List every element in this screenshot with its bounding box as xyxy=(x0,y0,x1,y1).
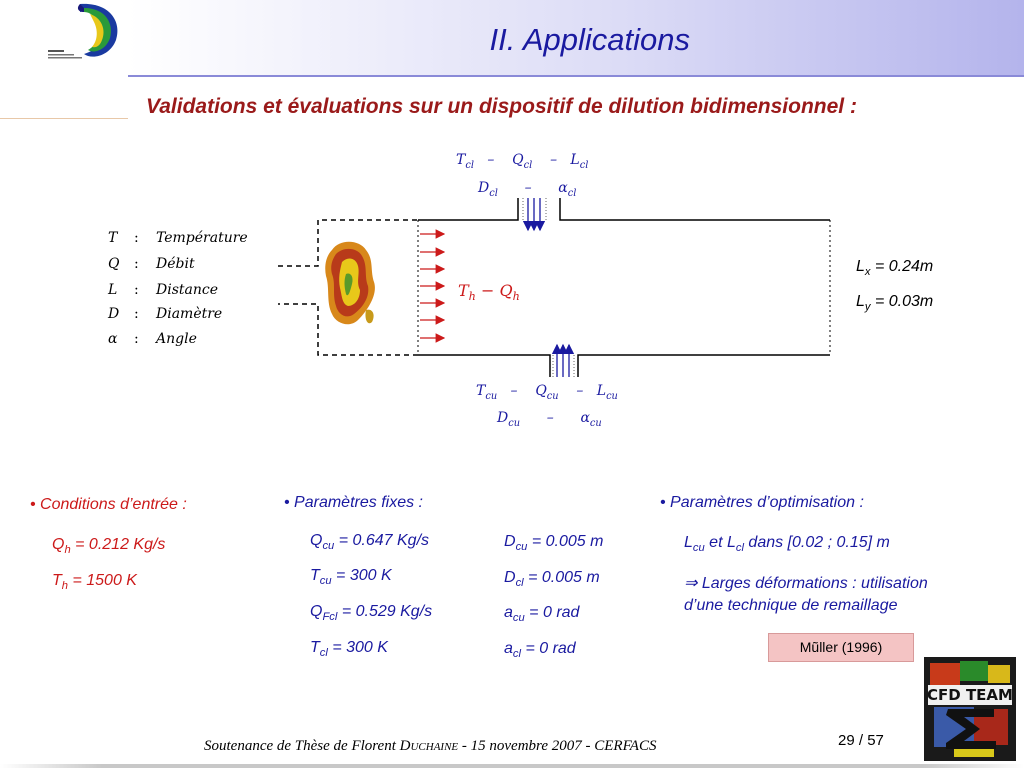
top-jet-label-line1: $T_{cl}$ – $Q_{cl}$ – $L_{cl}$ xyxy=(456,152,589,171)
fixed-params-heading: • Paramètres fixes : xyxy=(284,494,423,511)
fixed-param: $Q_{cu} = 0.647$ Kg/s xyxy=(310,532,430,553)
optim-note-line1: ⇒ Larges déformations : utilisation xyxy=(684,575,928,592)
channel-bottom-wall xyxy=(418,355,830,377)
legend-row: α : Angle xyxy=(108,331,197,347)
fixed-param: $a_{cu} = 0$ rad xyxy=(504,604,580,625)
flame-icon xyxy=(325,242,375,325)
inlet-flow-arrows xyxy=(420,234,444,338)
reference-badge: Mũller (1996) xyxy=(768,633,914,662)
fixed-param: $Q_{Fcl} = 0.529$ Kg/s xyxy=(310,603,433,624)
channel-top-wall xyxy=(418,198,830,220)
fixed-param: $a_{cl} = 0$ rad xyxy=(504,640,576,661)
bottom-jet-label-line2: $D_{cu}$ – $\alpha_{cu}$ xyxy=(497,410,602,429)
left-rule xyxy=(0,118,128,119)
optim-note-line2: d’une technique de remaillage xyxy=(684,597,898,614)
conditions-heading: • Conditions d’entrée : xyxy=(30,496,187,513)
page-number: 29 / 57 xyxy=(838,732,884,749)
footer-text: Soutenance de Thèse de Florent DUCHAINE - 15 novembre 2007 - CERFACS xyxy=(204,738,657,754)
optim-params-heading: • Paramètres d’optimisation : xyxy=(660,494,864,511)
fixed-param: $T_{cl} = 300$ K xyxy=(310,639,388,660)
bottom-jet-label-line1: $T_{cu}$ – $Q_{cu}$ – $L_{cu}$ xyxy=(476,383,618,402)
condition-th: $T_h = 1500$ K xyxy=(52,572,137,593)
slide-title: II. Applications xyxy=(489,22,690,57)
hot-flow-label: $T_h - Q_h$ xyxy=(458,281,520,304)
legend-row: D : Diamètre xyxy=(108,306,223,322)
legend-row: L : Distance xyxy=(108,282,219,298)
torus-logo-icon xyxy=(40,0,130,62)
fixed-param: $D_{cu} = 0.005$ m xyxy=(504,533,604,554)
fixed-param: $D_{cl} = 0.005$ m xyxy=(504,569,600,590)
header-rule xyxy=(128,75,1024,77)
condition-qh: $Q_h = 0.212$ Kg/s xyxy=(52,536,166,557)
bottom-jet-arrows xyxy=(553,345,574,377)
slide-subtitle: Validations et évaluations sur un dispositif de dilution bidimensionnel : xyxy=(146,95,857,118)
top-jet-arrows xyxy=(523,198,546,230)
fixed-param: $T_{cu} = 300$ K xyxy=(310,567,392,588)
legend-row: Q : Débit xyxy=(108,256,195,272)
dilution-device-diagram xyxy=(270,190,840,380)
top-jet-label-line2: $D_{cl}$ – $\alpha_{cl}$ xyxy=(478,180,577,199)
bottom-rule xyxy=(0,764,1024,768)
cfd-team-logo-icon xyxy=(924,657,1016,761)
legend-row: T : Température xyxy=(108,230,248,246)
length-x: $L_x = 0.24m$ xyxy=(856,258,934,279)
length-y: $L_y = 0.03m$ xyxy=(856,293,934,314)
optim-range: $L_{cu}$ et $L_{cl}$ dans [0.02 ; 0.15] m xyxy=(684,534,890,555)
svg-text:CFD TEAM: CFD TEAM xyxy=(927,686,1013,704)
